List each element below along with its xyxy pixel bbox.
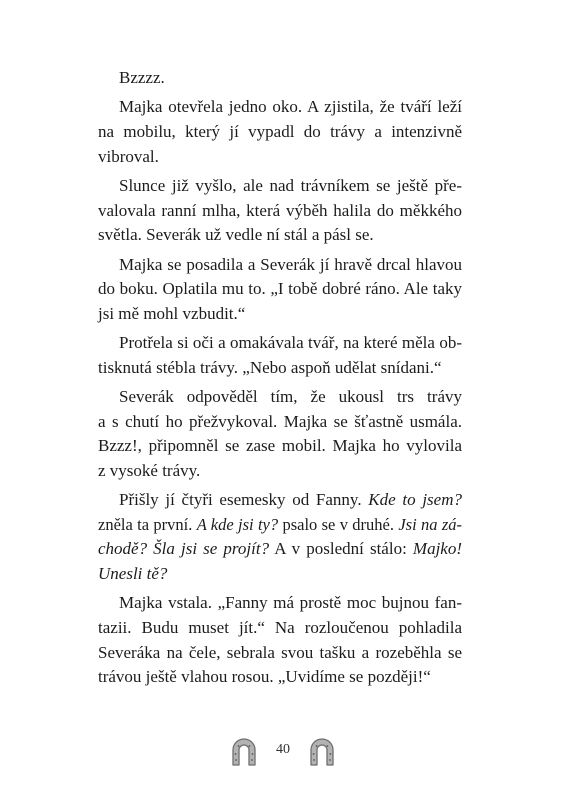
text-line (98, 302, 462, 327)
text-segment: Přišly jí čtyři esemesky od Fanny. (119, 490, 369, 510)
text-segment: do boku. Oplatila mu to. „I tobě dobré ráno. Ale taky (98, 279, 462, 299)
text-line (98, 537, 462, 562)
text-segment: Severáka na čele, sebrala svou tašku a rozeběhla se (98, 642, 462, 662)
text-line (98, 120, 462, 145)
text-segment: Bzzzz. (119, 68, 165, 87)
text-segment: tisknutá stébla trávy. „Nebo aspoň udělat snídani.“ (98, 357, 442, 377)
text-segment: Bzzz!, připomněl se zase mobil. Majka ho vylovila (98, 436, 462, 456)
text-line (98, 562, 462, 587)
text-segment: trávou ještě vlahou rosou. „Uvidíme se později!“ (98, 667, 431, 687)
text-line (98, 434, 462, 459)
text-line (98, 145, 462, 170)
text-segment: Majka otevřela jedno oko. A zjistila, že tváří leží (119, 97, 462, 117)
text-line (98, 277, 462, 302)
text-segment: a s chutí ho přežvykoval. Majka se šťastně usmála. (98, 411, 462, 431)
text-segment: jsi mě mohl vzbudit.“ (98, 303, 246, 323)
page-text (98, 66, 462, 690)
text-line (98, 641, 462, 666)
text-line (98, 385, 462, 410)
text-segment: světla. Severák už vedle ní stál a pásl se. (98, 225, 374, 245)
text-segment: na mobilu, který jí vypadl do trávy a intenzivně (98, 121, 462, 141)
text-line (98, 95, 462, 120)
text-line (98, 174, 462, 199)
text-segment: Severák odpověděl tím, že ukousl trs trávy (119, 387, 462, 407)
text-line (98, 66, 462, 91)
italic-text: Jsi na zá- (398, 514, 462, 534)
page-footer (0, 733, 566, 767)
italic-text: Unesli tě? (98, 564, 168, 584)
text-line (98, 459, 462, 484)
text-segment: Majka vstala. „Fanny má prostě moc bujnou fan- (119, 593, 462, 613)
text-line (98, 488, 462, 513)
text-segment: valovala ranní mlha, která výběh halila do měkkého (98, 200, 462, 220)
italic-text: chodě? Šla jsi se projít? (98, 539, 270, 559)
text-line (98, 616, 462, 641)
text-segment: zněla ta první. (98, 514, 197, 534)
text-line (98, 513, 462, 538)
horseshoe-icon (306, 733, 338, 767)
text-segment: z vysoké trávy. (98, 460, 201, 480)
text-segment: Protřela si oči a omakávala tvář, na které měla ob- (119, 333, 462, 353)
text-segment: tazii. Budu muset jít.“ Na rozloučenou pohladila (98, 618, 462, 638)
text-segment: psalo se v druhé. (278, 514, 399, 534)
italic-text: Majko! (412, 539, 462, 559)
text-line (98, 665, 462, 690)
page-number: 40 (276, 742, 290, 757)
text-line (98, 199, 462, 224)
text-segment: Slunce již vyšlo, ale nad trávníkem se ještě pře- (119, 175, 462, 195)
text-line (98, 356, 462, 381)
horseshoe-icon (228, 733, 260, 767)
text-line (98, 223, 462, 248)
text-line (98, 591, 462, 616)
text-segment: A v poslední stálo: (269, 539, 413, 559)
text-line (98, 253, 462, 278)
text-segment: vibroval. (98, 146, 159, 166)
text-line (98, 331, 462, 356)
italic-text: A kde jsi ty? (196, 514, 279, 534)
text-segment: Majka se posadila a Severák jí hravě drcal hlavou (119, 254, 462, 274)
text-line (98, 410, 462, 435)
italic-text: Kde to jsem? (368, 490, 462, 510)
